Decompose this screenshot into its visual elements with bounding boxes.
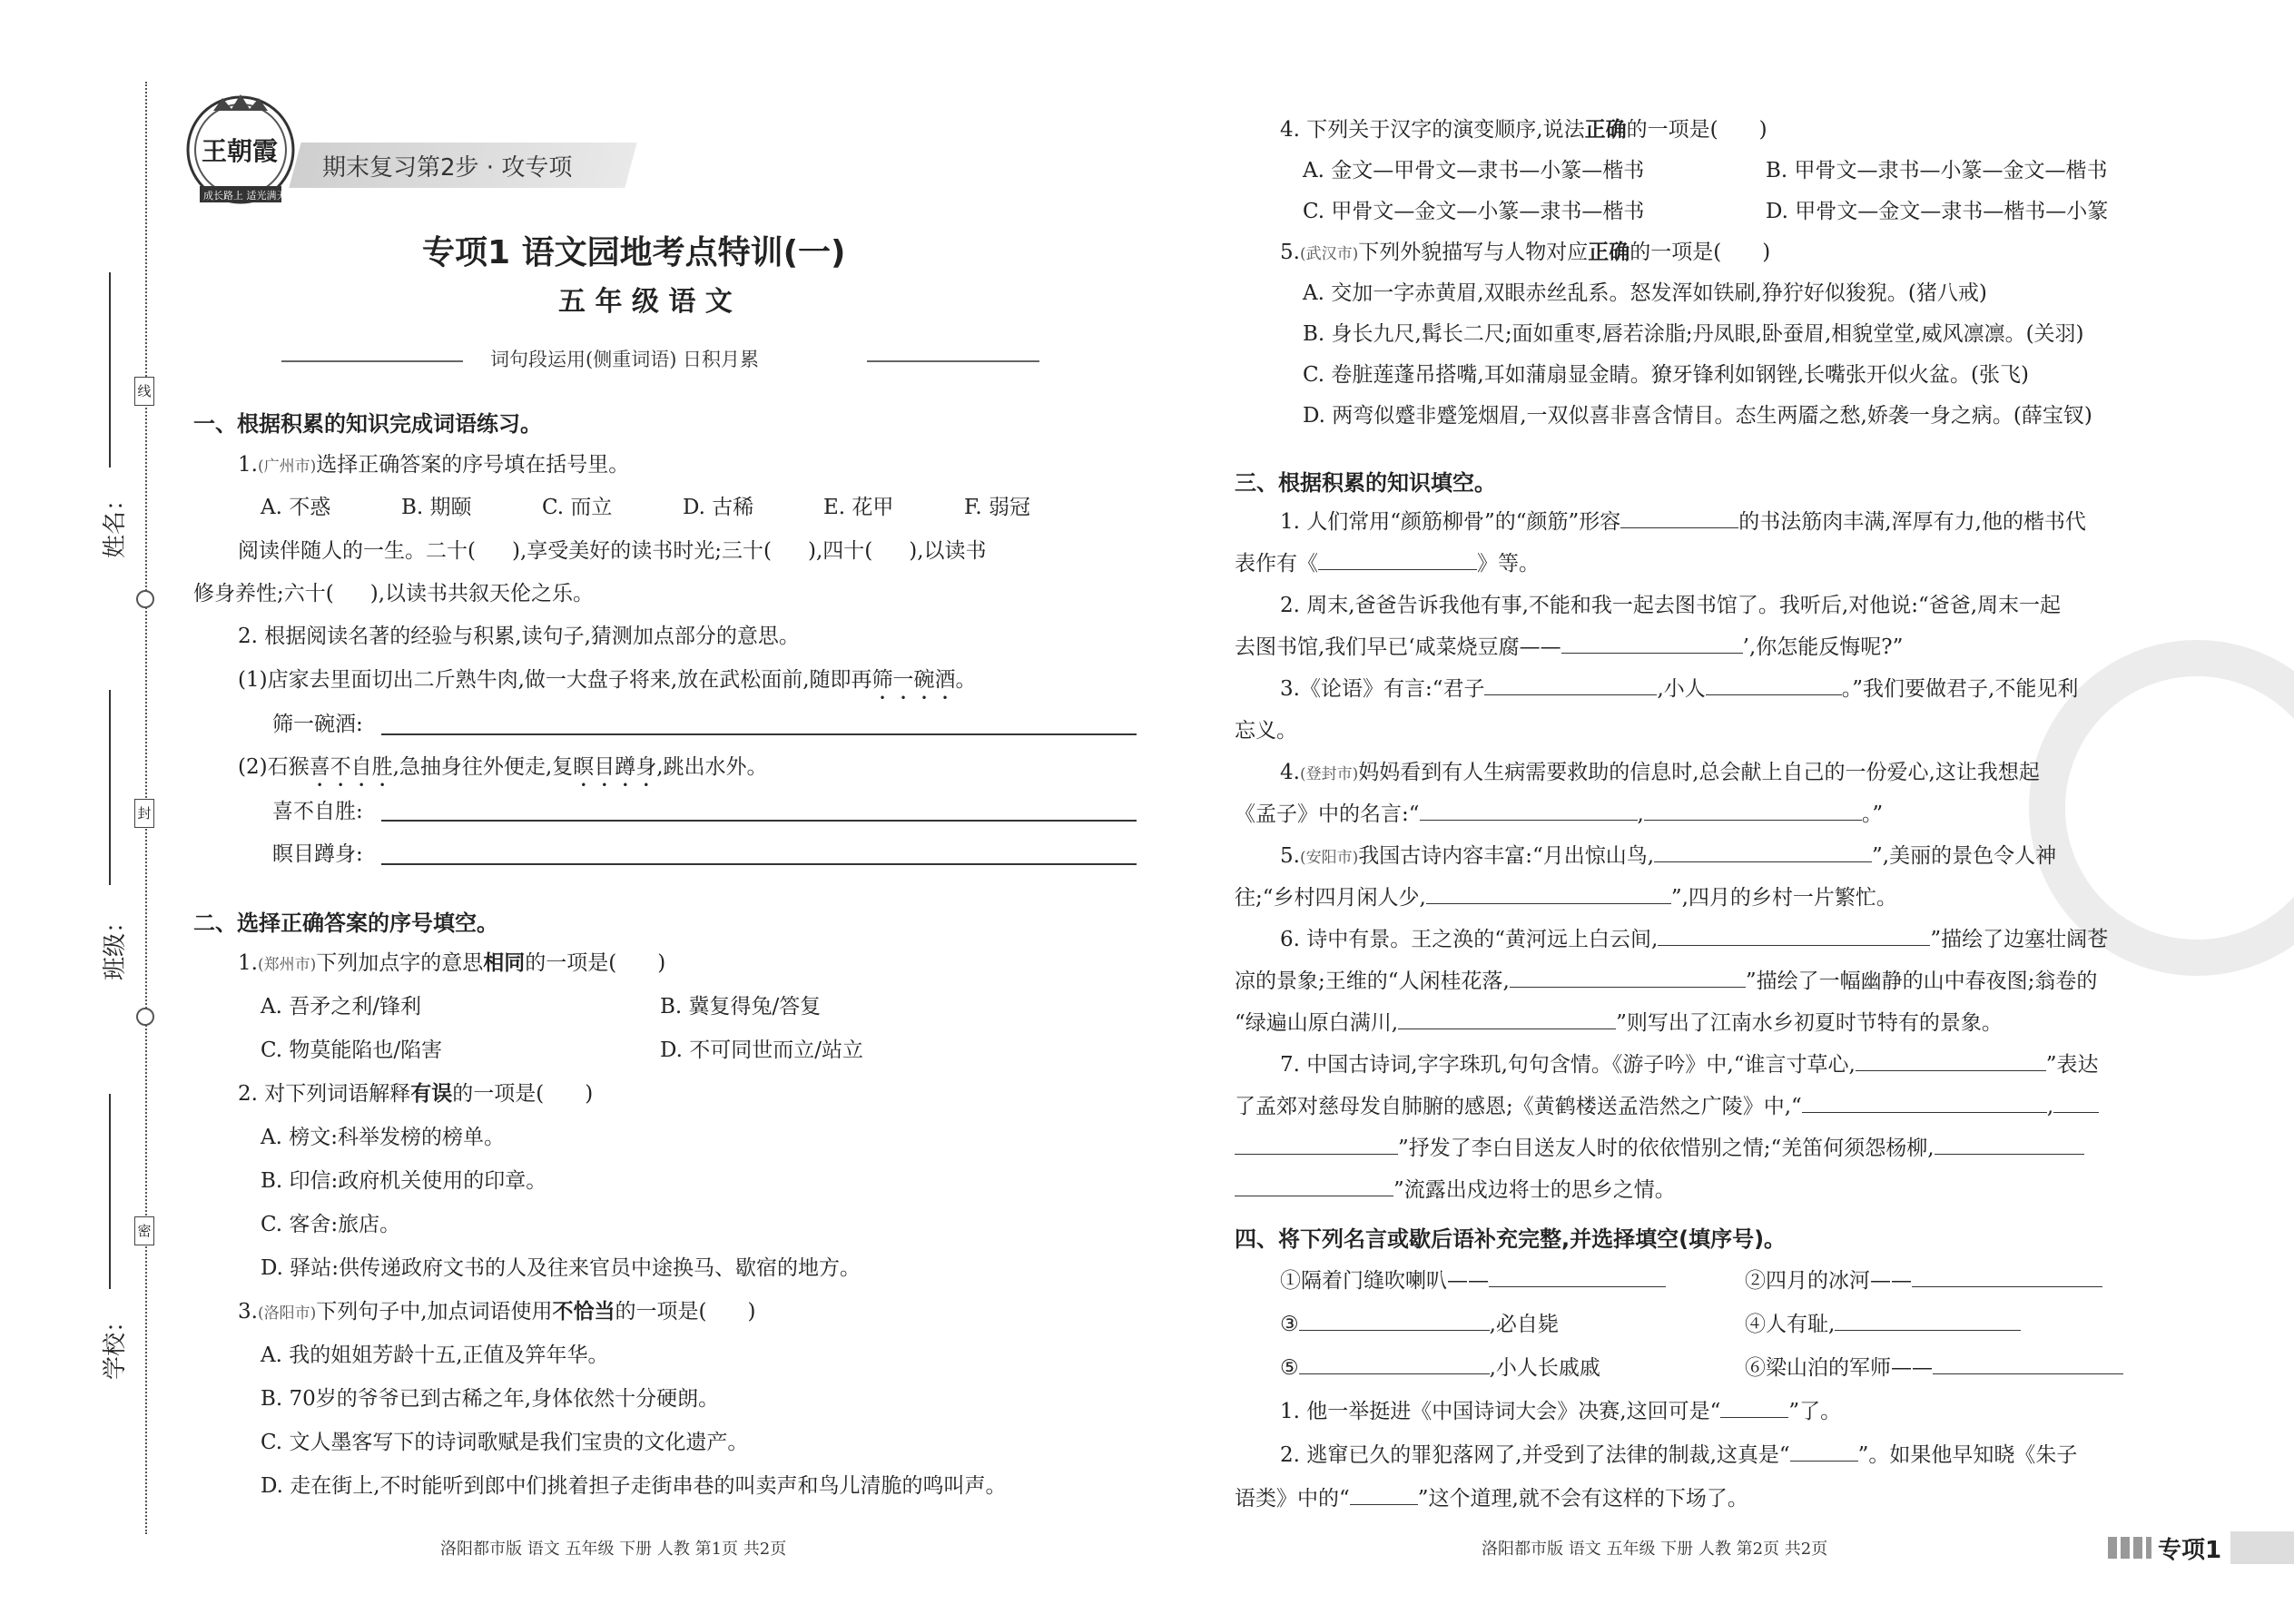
text: “绿遍山原白满川, bbox=[1235, 1011, 1399, 1035]
text: (2)石猴 bbox=[238, 755, 310, 779]
text: , bbox=[1637, 802, 1644, 826]
q3-3-line1 bbox=[1280, 673, 2078, 705]
text: 表作有《 bbox=[1235, 552, 1318, 576]
logo-brand-text: 王朝霞 bbox=[202, 136, 279, 166]
q3-3-line2: 忘义。 bbox=[1235, 719, 1297, 743]
q3-7-line4 bbox=[1235, 1174, 1676, 1206]
text: ),以读书共叙天伦之乐。 bbox=[369, 582, 595, 605]
class-line bbox=[109, 690, 111, 885]
question-1-1 bbox=[238, 448, 629, 483]
answer-line[interactable] bbox=[381, 820, 1137, 822]
q4-2-line1 bbox=[1280, 1439, 2077, 1471]
text: ⑥梁山泊的军师—— bbox=[1745, 1356, 1933, 1380]
option-c: C. 文人墨客写下的诗词歌赋是我们宝贵的文化遗产。 bbox=[261, 1431, 749, 1454]
option-d: D. 不可同世而立/站立 bbox=[660, 1038, 863, 1062]
answer-blank[interactable] bbox=[1484, 673, 1657, 695]
text: 1. 人们常用“颜筋柳骨”的“颜筋”形容 bbox=[1280, 510, 1621, 534]
text: ”描绘了一幅幽静的山中春夜图;翁卷的 bbox=[1745, 969, 2098, 993]
text: 往;“乡村四月闲人少, bbox=[1235, 886, 1426, 910]
question-5 bbox=[1280, 236, 1770, 271]
answer-blank[interactable] bbox=[1720, 1395, 1788, 1418]
q3-5-line1 bbox=[1280, 840, 2056, 874]
answer-blank[interactable] bbox=[1318, 547, 1477, 570]
tab-squares-icon bbox=[2108, 1537, 2151, 1559]
answer-line[interactable] bbox=[381, 733, 1137, 735]
option-d: D. 两弯似蹙非蹙笼烟眉,一双似喜非喜含情目。态生两靥之愁,娇袭一身之病。(薛宝钗) bbox=[1303, 404, 2092, 428]
answer-blank[interactable] bbox=[1654, 840, 1872, 862]
emphasis: 正确 bbox=[1588, 240, 1630, 264]
text: ,小人长戚戚 bbox=[1489, 1356, 1600, 1380]
proverb-item-2 bbox=[1745, 1265, 2102, 1297]
text: 3.《论语》有言:“君子 bbox=[1280, 677, 1485, 701]
city-tag: (武汉市) bbox=[1299, 245, 1359, 263]
section-1-heading: 一、根据积累的知识完成词语练习。 bbox=[193, 411, 542, 437]
proverb-item-1 bbox=[1280, 1265, 1666, 1297]
dotted-phrase: 筛一碗酒 bbox=[871, 668, 956, 692]
q3-5-line2 bbox=[1235, 881, 1897, 914]
text: 语类》中的“ bbox=[1235, 1487, 1350, 1511]
option-c: C. 而立 bbox=[542, 496, 613, 519]
text: ) bbox=[1758, 118, 1767, 142]
option-b: B. 印信:政府机关使用的印章。 bbox=[261, 1169, 547, 1193]
city-tag: (广州市) bbox=[257, 458, 317, 476]
option-b: B. 甲骨文—隶书—小篆—金文—楷书 bbox=[1766, 159, 2108, 182]
page-footer-right: 洛阳都市版 语文 五年级 下册 人教 第2页 共2页 bbox=[1482, 1540, 1828, 1559]
answer-blank[interactable] bbox=[1935, 1132, 2084, 1155]
question-number: 5. bbox=[1280, 844, 1300, 868]
name-line bbox=[109, 272, 111, 468]
option-d: D. 甲骨文—金文—隶书—楷书—小篆 bbox=[1766, 200, 2109, 223]
answer-line[interactable] bbox=[381, 863, 1137, 865]
text: ”描绘了边塞壮阔苍 bbox=[1930, 928, 2109, 951]
text: 下列外貌描写与人物对应 bbox=[1358, 241, 1589, 264]
q3-7-line3 bbox=[1235, 1132, 2084, 1165]
text: 2. 逃窜已久的罪犯落网了,并受到了法律的制裁,这真是“ bbox=[1280, 1443, 1790, 1467]
option-a: A. 金文—甲骨文—隶书—小篆—楷书 bbox=[1303, 159, 1645, 182]
option-f: F. 弱冠 bbox=[964, 496, 1030, 519]
q3-4-line1 bbox=[1280, 756, 2040, 791]
question-2-3 bbox=[238, 1295, 756, 1330]
corner-tab bbox=[2108, 1530, 2294, 1566]
q3-6-line1 bbox=[1280, 923, 2108, 956]
question-1-2-1 bbox=[238, 664, 977, 704]
text: 7. 中国古诗词,字字珠玑,句句含情。《游子吟》中,“谁言寸草心, bbox=[1280, 1053, 1856, 1077]
answer-label: 瞑目蹲身: bbox=[272, 842, 363, 866]
text: 下列句子中,加点词语使用 bbox=[316, 1300, 553, 1324]
age-options bbox=[261, 491, 1078, 524]
question-1-2-2 bbox=[238, 751, 768, 792]
q3-1-line1 bbox=[1280, 506, 2086, 538]
proverb-item-5 bbox=[1280, 1352, 1600, 1384]
question-number: 5. bbox=[1280, 241, 1300, 264]
question-2-2 bbox=[238, 1078, 593, 1110]
text: ,必自毙 bbox=[1489, 1313, 1559, 1336]
text: 阅读伴随人的一生。二十( bbox=[238, 539, 476, 563]
question-4 bbox=[1280, 113, 1767, 146]
answer-blank[interactable] bbox=[1620, 506, 1738, 528]
question-2-1 bbox=[238, 947, 665, 981]
text: 的书法筋肉丰满,浑厚有力,他的楷书代 bbox=[1738, 510, 2086, 534]
page-footer-left: 洛阳都市版 语文 五年级 下册 人教 第1页 共2页 bbox=[440, 1540, 787, 1559]
text: ④人有耻, bbox=[1745, 1313, 1836, 1336]
q3-2-line1: 2. 周末,爸爸告诉我他有事,不能和我一起去图书馆了。我听后,对他说:“爸爸,周末一起 bbox=[1280, 594, 2062, 617]
answer-blank[interactable] bbox=[1426, 881, 1671, 904]
answer-label: 筛一碗酒: bbox=[272, 713, 363, 736]
text: 4. 下列关于汉字的演变顺序,说法 bbox=[1280, 118, 1585, 142]
q3-7-line2 bbox=[1235, 1090, 2099, 1123]
answer-blank[interactable] bbox=[1644, 798, 1862, 821]
text: ’,你怎能反悔呢?” bbox=[1742, 635, 1904, 659]
answer-blank[interactable] bbox=[1299, 1352, 1490, 1374]
logo-motto: 成长路上 适光满天 bbox=[203, 190, 287, 202]
seal-box-secret: 密 bbox=[134, 1216, 154, 1245]
school-line bbox=[109, 1094, 111, 1289]
seal-box-seal: 封 bbox=[134, 799, 154, 828]
text: ”,美丽的景色令人神 bbox=[1872, 844, 2057, 868]
option-d: D. 走在街上,不时能听到郎中们挑着担子走街串巷的叫卖声和鸟儿清脆的鸣叫声。 bbox=[261, 1474, 1007, 1498]
option-c: C. 甲骨文—金文—小篆—隶书—楷书 bbox=[1303, 200, 1645, 223]
text: 凉的景象;王维的“人闲桂花落, bbox=[1235, 969, 1510, 993]
city-tag: (安阳市) bbox=[1299, 849, 1359, 867]
text: ),享受美好的读书时光;三十( bbox=[511, 539, 772, 563]
proverb-item-6 bbox=[1745, 1352, 2123, 1384]
option-d: D. 古稀 bbox=[683, 496, 754, 519]
q3-7-line1 bbox=[1280, 1048, 2099, 1081]
text: ①隔着门缝吹喇叭—— bbox=[1280, 1269, 1489, 1293]
option-c: C. 物莫能陷也/陷害 bbox=[261, 1038, 443, 1062]
text: 《孟子》中的名言:“ bbox=[1235, 802, 1420, 826]
name-label: 姓名： bbox=[102, 487, 129, 558]
text: 妈妈看到有人生病需要救助的信息时,总会献上自己的一份爱心,这让我想起 bbox=[1358, 761, 2040, 784]
answer-blank[interactable] bbox=[1561, 631, 1743, 654]
answer-blank[interactable] bbox=[1912, 1265, 2102, 1287]
text: ”,四月的乡村一片繁忙。 bbox=[1670, 886, 1897, 910]
text: 修身养性;六十( bbox=[193, 582, 334, 605]
text: ”则写出了江南水乡初夏时节特有的景象。 bbox=[1616, 1011, 2003, 1035]
answer-blank[interactable] bbox=[1235, 1132, 1398, 1155]
text: 的一项是( bbox=[525, 951, 617, 975]
dotted-phrase: 喜不自胜 bbox=[309, 755, 393, 779]
city-tag: (洛阳市) bbox=[257, 1304, 317, 1323]
text: 了孟郊对慈母发自肺腑的感恩;《黄鹤楼送孟浩然之广陵》中,“ bbox=[1235, 1095, 1802, 1118]
answer-blank[interactable] bbox=[1350, 1482, 1418, 1505]
topic-rule-right bbox=[867, 360, 1039, 362]
text: 1. 他一举挺进《中国诗词大会》决赛,这回可是“ bbox=[1280, 1400, 1721, 1423]
class-label: 班级： bbox=[102, 909, 129, 980]
text: ),四十( bbox=[808, 539, 873, 563]
text: 的一项是( bbox=[1626, 118, 1718, 142]
text: ②四月的冰河—— bbox=[1745, 1269, 1912, 1293]
option-b: B. 冀复得兔/答复 bbox=[660, 995, 822, 1019]
option-a: A. 我的姐姐芳龄十五,正值及笄年华。 bbox=[261, 1343, 609, 1367]
answer-blank[interactable] bbox=[1835, 1308, 2021, 1331]
emphasis: 不恰当 bbox=[552, 1299, 615, 1324]
fill-paragraph-line1 bbox=[238, 535, 987, 567]
q3-4-line2 bbox=[1235, 798, 1883, 831]
text: 去图书馆,我们早已‘咸菜烧豆腐—— bbox=[1235, 635, 1561, 659]
answer-blank[interactable] bbox=[1658, 923, 1930, 946]
banner-text: 期末复习第2步 · 攻专项 bbox=[322, 154, 573, 182]
answer-blank[interactable] bbox=[1235, 1174, 1393, 1196]
answer-blank[interactable] bbox=[1706, 673, 1842, 695]
answer-blank[interactable] bbox=[1489, 1265, 1666, 1287]
text: 6. 诗中有景。王之涣的“黄河远上白云间, bbox=[1280, 928, 1659, 951]
text: ,急抽身往外便走,复 bbox=[392, 755, 574, 779]
tab-label: 专项1 bbox=[2158, 1537, 2222, 1564]
text: 我国古诗内容丰富:“月出惊山鸟, bbox=[1358, 844, 1655, 868]
tab-bar bbox=[2230, 1531, 2294, 1564]
question-number: 1. bbox=[238, 951, 258, 975]
text: ”流露出戍边将士的思乡之情。 bbox=[1393, 1178, 1676, 1202]
text: 2. 对下列词语解释 bbox=[238, 1082, 411, 1106]
text: ,跳出水外。 bbox=[656, 755, 768, 779]
text: ”。如果他早知晓《朱子 bbox=[1857, 1443, 2078, 1467]
text: 。”我们要做君子,不能见利 bbox=[1841, 677, 2079, 701]
seal-box-line: 线 bbox=[134, 377, 154, 406]
fill-paragraph-line2 bbox=[193, 577, 594, 610]
answer-blank[interactable] bbox=[1933, 1352, 2123, 1374]
text: ③ bbox=[1280, 1313, 1299, 1336]
text: 。 bbox=[955, 668, 977, 692]
answer-blank[interactable] bbox=[1856, 1048, 2046, 1071]
option-c: C. 客舍:旅店。 bbox=[261, 1213, 401, 1236]
text: , bbox=[2046, 1095, 2054, 1118]
answer-blank[interactable] bbox=[1510, 965, 1746, 988]
option-a: A. 榜文:科举发榜的榜单。 bbox=[261, 1126, 505, 1149]
q4-2-line2 bbox=[1235, 1482, 1748, 1515]
text: ) bbox=[657, 951, 666, 975]
gear-icon bbox=[136, 1008, 154, 1026]
text: 的一项是( bbox=[452, 1082, 545, 1106]
dotted-phrase: 瞑目蹲身 bbox=[573, 755, 657, 779]
emphasis: 相同 bbox=[483, 950, 526, 975]
answer-blank[interactable] bbox=[1802, 1090, 2047, 1113]
text: ),以读书 bbox=[909, 539, 987, 563]
option-a: A. 交加一字赤黄眉,双眼赤丝乱系。怒发浑如铁刷,狰狞好似狻猊。(猪八戒) bbox=[1303, 281, 1987, 305]
topic-line: 词句段运用(侧重词语) 日积月累 bbox=[490, 349, 760, 370]
page-title: 专项1 语文园地考点特训(一) bbox=[422, 234, 846, 271]
text: 下列加点字的意思 bbox=[316, 951, 484, 975]
city-tag: (郑州市) bbox=[257, 956, 317, 974]
school-label: 学校： bbox=[102, 1308, 129, 1380]
q3-6-line3 bbox=[1235, 1007, 2003, 1039]
answer-label: 喜不自胜: bbox=[272, 800, 363, 823]
q3-1-line2 bbox=[1235, 547, 1540, 580]
option-b: B. 70岁的爷爷已到古稀之年,身体依然十分硬朗。 bbox=[261, 1387, 720, 1411]
proverb-item-3 bbox=[1280, 1308, 1559, 1341]
option-a: A. 不惑 bbox=[261, 496, 331, 519]
topic-rule-left bbox=[281, 360, 463, 362]
option-b: B. 期颐 bbox=[401, 496, 472, 519]
text: 。” bbox=[1861, 802, 1884, 826]
emphasis: 有误 bbox=[410, 1081, 453, 1106]
text: 的一项是( bbox=[615, 1300, 707, 1324]
section-4-heading: 四、将下列名言或歇后语补充完整,并选择填空(填序号)。 bbox=[1235, 1226, 1787, 1252]
option-b: B. 身长九尺,髯长二尺;面如重枣,唇若涂脂;丹凤眼,卧蚕眉,相貌堂堂,威风凛凛。(关羽) bbox=[1303, 322, 2084, 346]
option-d: D. 驿站:供传递政府文书的人及往来官员中途换马、歇宿的地方。 bbox=[261, 1256, 861, 1280]
text: ”了。 bbox=[1788, 1400, 1842, 1423]
q3-2-line2 bbox=[1235, 631, 1903, 664]
emphasis: 正确 bbox=[1584, 117, 1627, 142]
text: ⑤ bbox=[1280, 1356, 1299, 1380]
proverb-item-4 bbox=[1745, 1308, 2021, 1341]
q4-1 bbox=[1280, 1395, 1841, 1428]
brand-logo bbox=[182, 91, 300, 209]
answer-blank[interactable] bbox=[1398, 1007, 1616, 1029]
option-e: E. 花甲 bbox=[823, 496, 894, 519]
question-1-2: 2. 根据阅读名著的经验与积累,读句子,猜测加点部分的意思。 bbox=[238, 625, 800, 648]
section-3-heading: 三、根据积累的知识填空。 bbox=[1235, 470, 1496, 496]
text: ”表达 bbox=[2045, 1053, 2099, 1077]
answer-blank[interactable] bbox=[1299, 1308, 1490, 1331]
text: ”这个道理,就不会有这样的下场了。 bbox=[1417, 1487, 1748, 1511]
section-2-heading: 二、选择正确答案的序号填空。 bbox=[193, 910, 498, 936]
text: 》等。 bbox=[1477, 552, 1540, 576]
option-c: C. 卷脏莲蓬吊搭嘴,耳如蒲扇显金睛。獠牙锋利如钢锉,长嘴张开似火盆。(张飞) bbox=[1303, 363, 2029, 387]
text: ”抒发了李白目送友人时的依依惜别之情;“羌笛何须怨杨柳, bbox=[1398, 1137, 1935, 1160]
city-tag: (登封市) bbox=[1299, 765, 1359, 783]
question-text: 选择正确答案的序号填在括号里。 bbox=[316, 453, 630, 477]
question-number: 1. bbox=[238, 453, 258, 477]
question-number: 3. bbox=[238, 1300, 258, 1324]
text: (1)店家去里面切出二斤熟牛肉,做一大盘子将来,放在武松面前,随即再 bbox=[238, 668, 872, 692]
answer-blank[interactable] bbox=[2053, 1090, 2099, 1113]
text: ) bbox=[1762, 241, 1771, 264]
text: ) bbox=[747, 1300, 756, 1324]
answer-blank[interactable] bbox=[1420, 798, 1638, 821]
text: ,小人 bbox=[1657, 677, 1706, 701]
text: 的一项是( bbox=[1629, 241, 1722, 264]
gear-icon bbox=[136, 590, 154, 608]
option-a: A. 吾矛之利/锋利 bbox=[261, 995, 421, 1019]
question-number: 4. bbox=[1280, 761, 1300, 784]
q3-6-line2 bbox=[1235, 965, 2097, 998]
answer-blank[interactable] bbox=[1790, 1439, 1858, 1462]
page-subtitle: 五 年 级 语 文 bbox=[558, 286, 733, 318]
text: ) bbox=[585, 1082, 594, 1106]
